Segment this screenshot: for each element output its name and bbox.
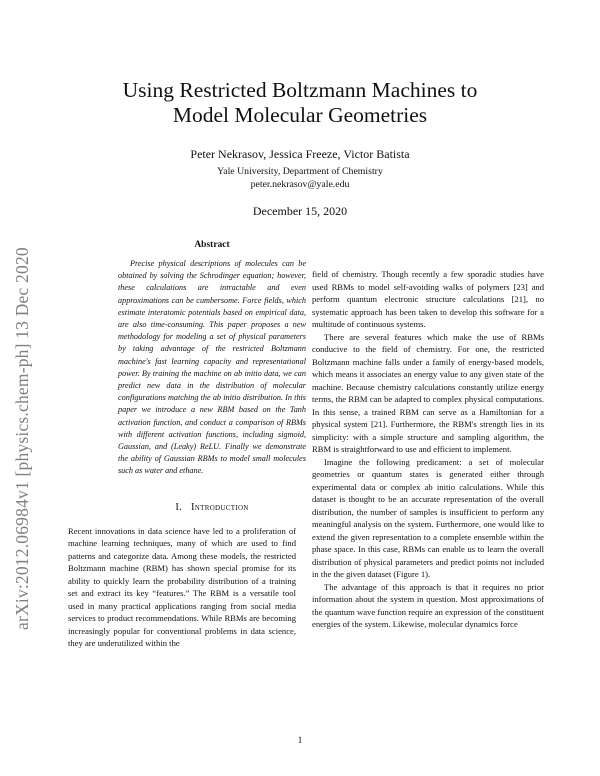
author-email[interactable]: peter.nekrasov@yale.edu xyxy=(250,179,350,190)
page-number: 1 xyxy=(297,736,303,746)
title-line-2: Model Molecular Geometries xyxy=(172,103,428,127)
institution: Yale University, Department of Chemistry xyxy=(217,166,383,177)
publication-date: December 15, 2020 xyxy=(252,204,348,218)
right-paragraph-4: The advantage of this approach is that it requires no prior information about the system in question. Most approximations of the quantum wave function require an expression of the constituent energies of the system. Likewise, molecular dynamics force xyxy=(312,581,544,629)
right-column xyxy=(312,268,544,631)
author-list: Peter Nekrasov, Jessica Freeze, Victor Batista xyxy=(190,147,410,161)
right-paragraph-1: field of chemistry. Though recently a few sporadic studies have used RBMs to model self-avoiding walks of polymers [23] and perform quantum electronic structure calculations [21], no systematic approach has been taken to develop this software for a multitude of continuous systems. xyxy=(312,269,544,329)
abstract-heading: Abstract xyxy=(194,240,230,250)
affiliation xyxy=(0,165,600,191)
left-column xyxy=(68,240,326,650)
section-heading-introduction xyxy=(98,502,326,513)
right-paragraph-3: Imagine the following predicament: a set of molecular geometries or quantum states is generated either through experimental data or complex ab initio calculations. While this dataset is thought to be an accurate representation of the overall distribution, the number of samples is insufficient to perform any meaningful analysis on the system. Furthermore, one would like to extend the given representation to a complete ensemble within the phase space. In this case, RBMs can enable us to learn the overall distribution of physical parameters and predict points not included in the the given dataset (Figure 1). xyxy=(312,456,544,579)
title-line-1: Using Restricted Boltzmann Machines to xyxy=(122,78,478,102)
section-title: Introduction xyxy=(191,501,249,513)
section-number: I. xyxy=(175,501,183,513)
arxiv-identifier-stamp[interactable]: arXiv:2012.06984v1 [physics.chem-ph] 13 Dec 2020 xyxy=(12,247,32,630)
introduction-paragraph: Recent innovations in data science have led to a proliferation of machine learning techniques, many of which are used to find patterns and categorize data. Among these models, the restricted Boltzmann machine (RBM) has shown special promise for its ability to quickly learn the probability distribution of a training set and extract its key “features.” The RBM is a versatile tool used in many practical applications ranging from social media services to product recommendations. While RBMs are becoming increasingly popular for conventional problems in data science, they are underutilized within the xyxy=(68,525,296,649)
abstract-text: Precise physical descriptions of molecules can be obtained by solving the Schrodinger equation; however, these calculations are intractable and even approximations can be cumbersome. Force fields, which estimate interatomic potentials based on empirical data, are also time-consuming. This paper proposes a new methodology for modeling a set of physical parameters by taking advantage of the restricted Boltzmann machine's fast learning capacity and representational power. By training the machine on ab initio data, we can predict new data in the distribution of molecular configurations matching the ab initio distribution. In this paper we introduce a new RBM based on the Tanh activation function, and conduct a comparison of RBMs with different activation functions, including sigmoid, Gaussian, and (Leaky) ReLU. Finally we demonstrate the ability of Gaussian RBMs to model small molecules such as water and ethane. xyxy=(118,259,306,476)
right-paragraph-2: There are several features which make the use of RBMs conducive to the field of chemistry. For one, the restricted Boltzmann machine falls under a family of energy-based models, which means it associates an energy value to any given state of the machine. Because chemistry calculations constantly utilize energy terms, the RBM can be adapted to complex physical computations. In this sense, a trained RBM can serve as a Hamiltonian for a physical system [21]. Furthermore, the RBM's strength lies in its simplicity: with a simple structure and sampling algorithm, the RBM is straightforward to use and efficient to implement. xyxy=(312,331,544,454)
paper-title xyxy=(60,78,540,128)
